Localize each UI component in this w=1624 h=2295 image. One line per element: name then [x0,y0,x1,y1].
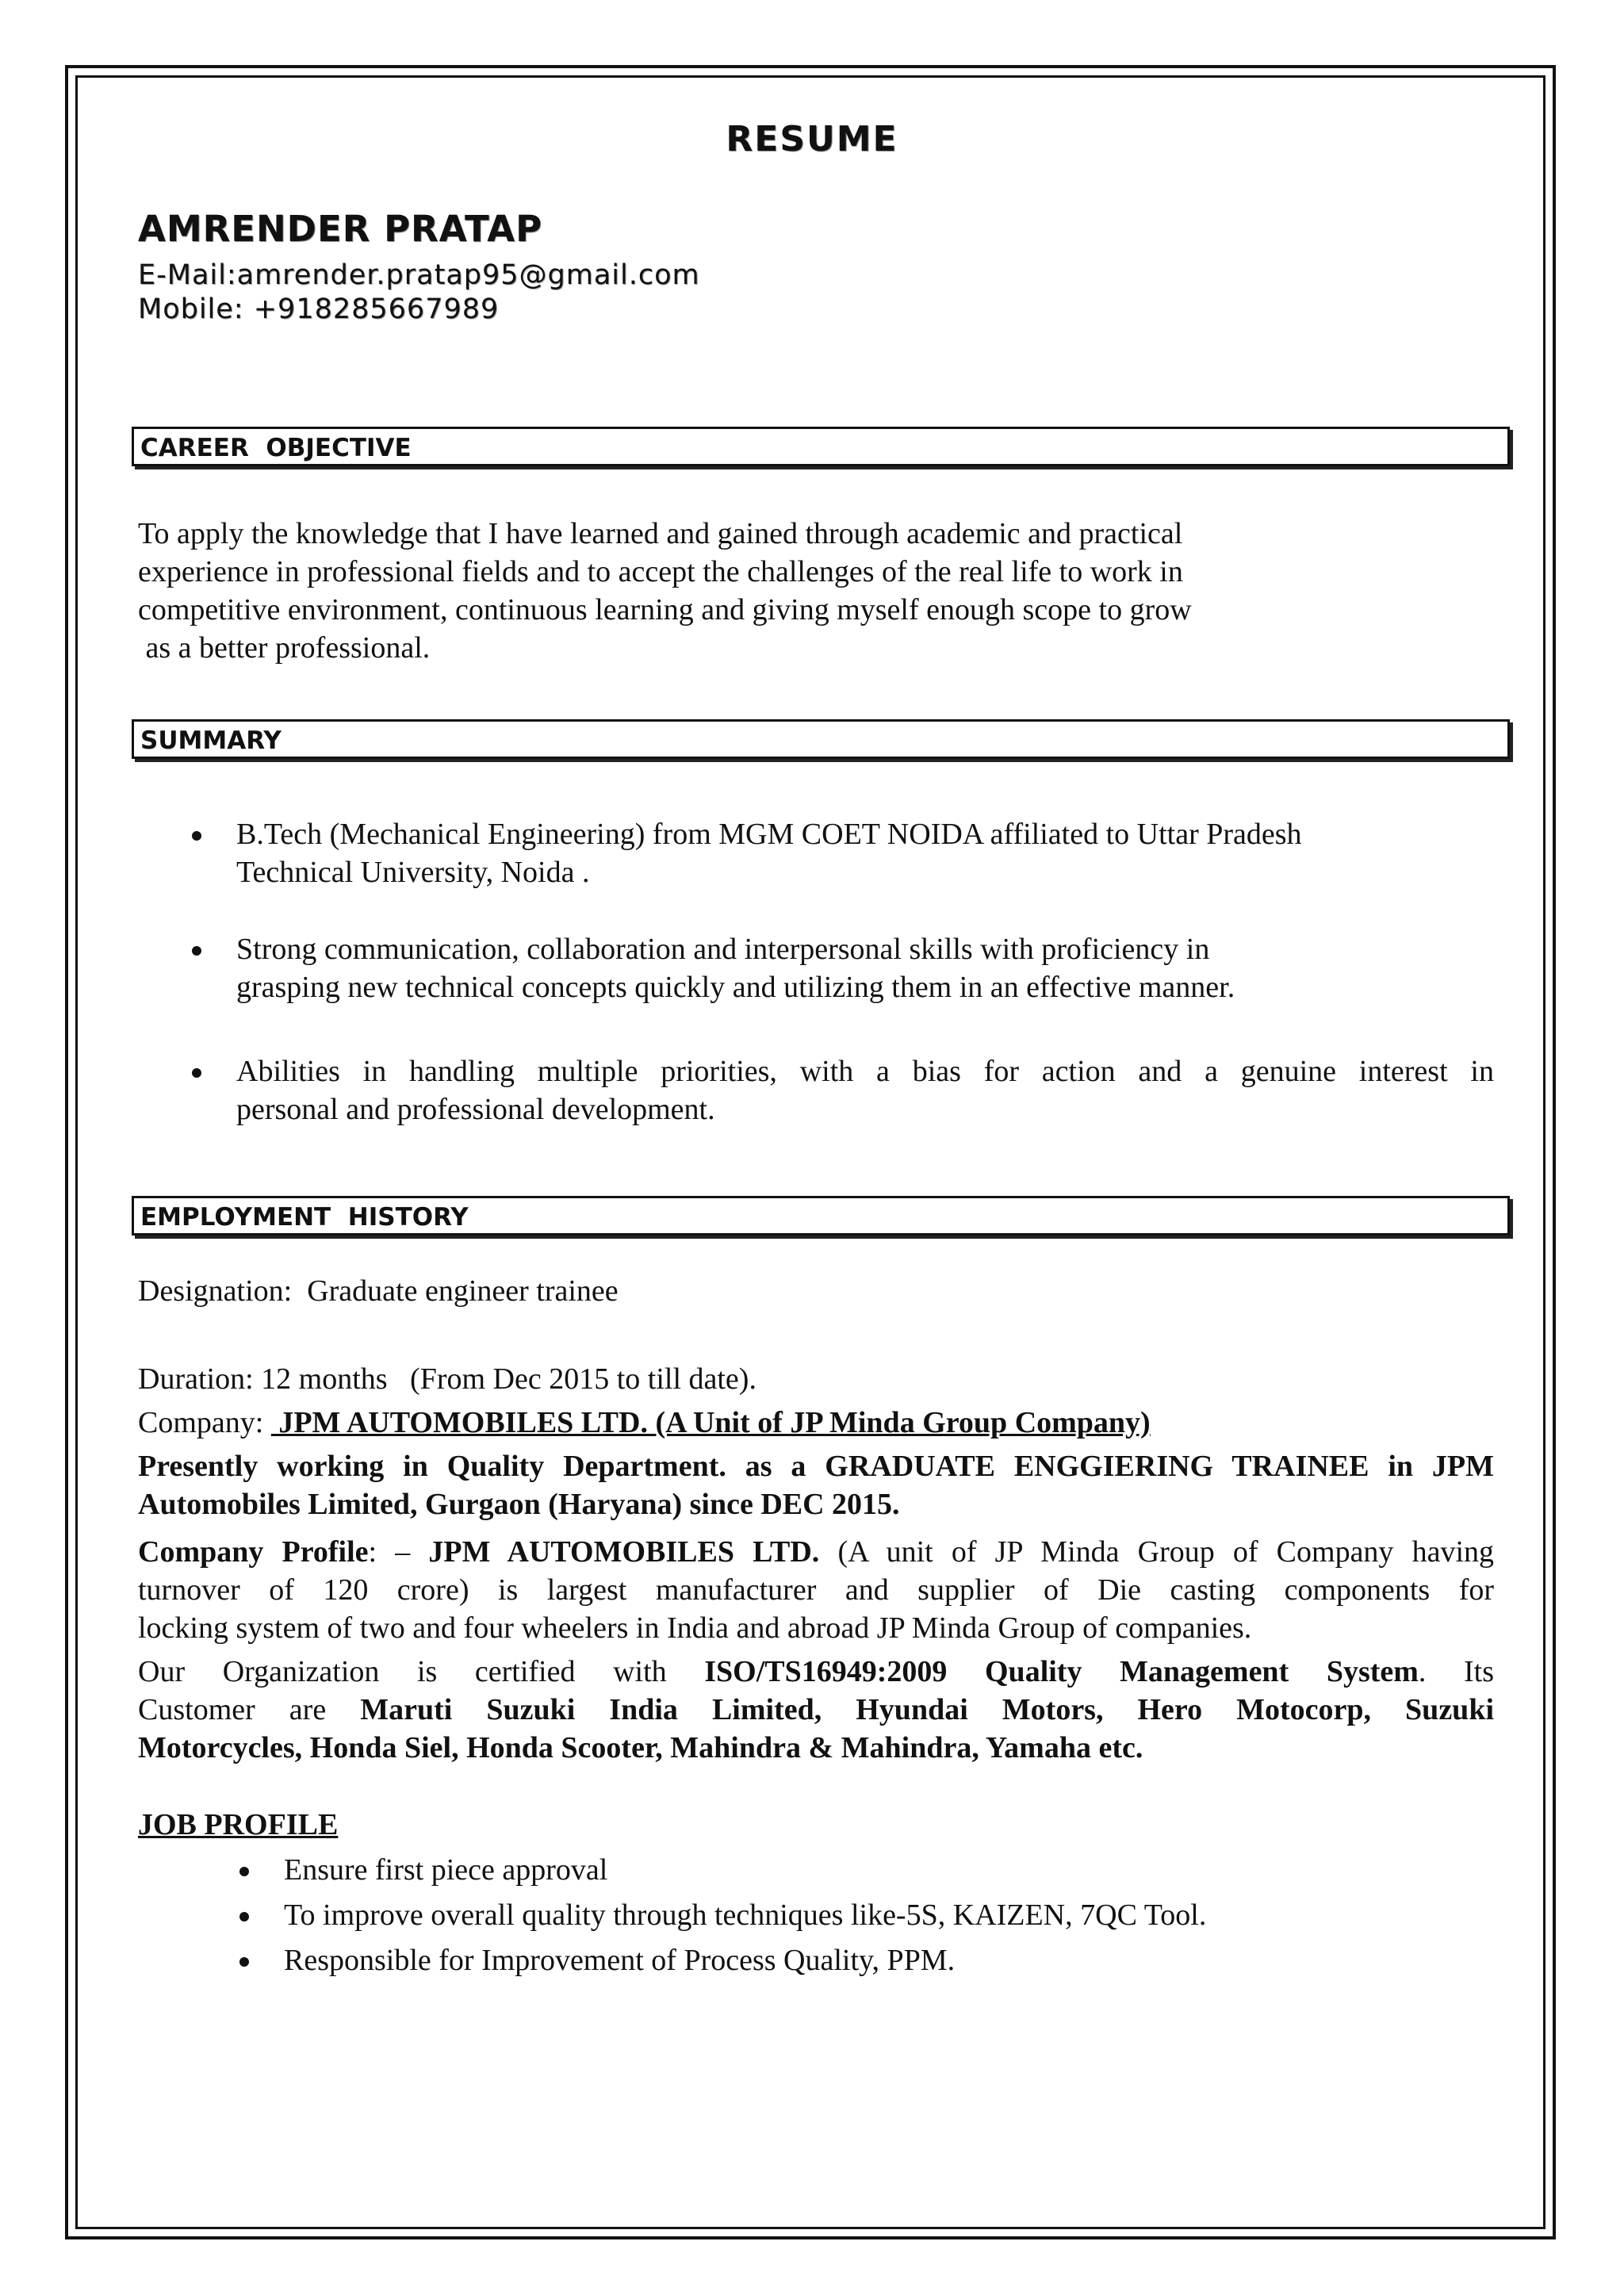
company-name: JPM AUTOMOBILES LTD. (A Unit of JP Minda Group Company) [270,1406,1151,1439]
job-profile-item [284,1851,1497,1889]
bullet-icon [239,1912,249,1921]
company-profile-line: locking system of two and four wheelers in India and abroad JP Minda Group of companies. [138,1611,1252,1645]
organization-line [138,1653,1494,1691]
summary-item-line: B.Tech (Mechanical Engineering) from MGM COET NOIDA affiliated to Uttar Pradesh [236,818,1302,851]
bullet-icon [192,946,201,956]
company-profile-label: Company Profile [138,1535,369,1569]
summary-item-line: grasping new technical concepts quickly and utilizing them in an effective manner. [236,971,1235,1004]
summary-header [132,719,1510,759]
presently-line: Automobiles Limited, Gurgaon (Haryana) since DEC 2015. [138,1488,900,1521]
summary-item-line: personal and professional development. [236,1093,715,1126]
career-objective-line: To apply the knowledge that I have learned and gained through academic and practical [138,517,1183,550]
bullet-icon [192,831,201,841]
resume-title: RESUME [726,119,898,159]
career-objective-line: experience in professional fields and to accept the challenges of the real life to work in [138,555,1183,588]
company-label: Company: [138,1406,271,1439]
org-text: Our Organization is certified with [138,1655,705,1688]
job-profile-heading: JOB PROFILE [138,1808,339,1841]
company-profile-rest: (A unit of JP Minda Group of Company having [819,1535,1494,1569]
summary-item [236,815,1494,891]
job-profile-item-text: To improve overall quality through techniques like-5S, KAIZEN, 7QC Tool. [284,1898,1207,1932]
org-cert: ISO/TS16949:2009 Quality Management System [704,1655,1419,1688]
job-profile-item [284,1941,1497,1979]
employment-history-label: EMPLOYMENT HISTORY [140,1203,469,1232]
bullet-icon [239,1867,249,1876]
career-objective-header [132,427,1510,466]
career-objective-text [138,515,1494,667]
career-objective-line: competitive environment, continuous learning and giving myself enough scope to grow [138,593,1192,626]
cust-text: Customer are [138,1693,361,1726]
career-objective-line: as a better professional. [138,631,431,665]
company-profile-sep: : – [368,1535,429,1569]
summary-item [236,1052,1494,1128]
designation: Designation: Graduate engineer trainee [138,1274,619,1308]
company-profile [138,1533,1494,1647]
cust-list: Maruti Suzuki India Limited, Hyundai Motors, Hero Motocorp, Suzuki [360,1693,1495,1726]
org-after: . Its [1418,1655,1495,1688]
duration: Duration: 12 months (From Dec 2015 to till date). [138,1362,756,1396]
organization-text [138,1653,1494,1767]
bullet-icon [239,1957,249,1967]
organization-line: Motorcycles, Honda Siel, Honda Scooter, Mahindra & Mahindra, Yamaha etc. [138,1731,1143,1764]
summary-label: SUMMARY [140,726,282,755]
summary-item-line: Strong communication, collaboration and interpersonal skills with proficiency in [236,933,1210,966]
company-profile-company: JPM AUTOMOBILES LTD. [428,1535,820,1569]
employment-history-header [132,1196,1510,1236]
organization-line [138,1691,1494,1729]
job-profile-item-text: Ensure first piece approval [284,1853,608,1887]
career-objective-label: CAREER OBJECTIVE [140,434,412,462]
company-line [138,1404,1494,1442]
summary-item-line: Abilities in handling multiple priorities, with a bias for action and a genuine interest in [236,1055,1494,1088]
company-profile-line [138,1533,1494,1571]
candidate-name: AMRENDER PRATAP [138,208,543,250]
summary-item-line: Technical University, Noida . [236,856,590,889]
email-line: E-Mail:amrender.pratap95@gmail.com [138,259,700,291]
company-profile-line: turnover of 120 crore) is largest manufacturer and supplier of Die casting components for [138,1573,1494,1607]
job-profile-item-text: Responsible for Improvement of Process Quality, PPM. [284,1944,956,1977]
summary-item [236,930,1494,1006]
presently-line: Presently working in Quality Department. as a GRADUATE ENGGIERING TRAINEE in JPM [138,1450,1494,1483]
presently-working [138,1447,1494,1523]
job-profile-item [284,1896,1497,1934]
bullet-icon [192,1068,201,1078]
mobile-line: Mobile: +918285667989 [138,293,500,325]
